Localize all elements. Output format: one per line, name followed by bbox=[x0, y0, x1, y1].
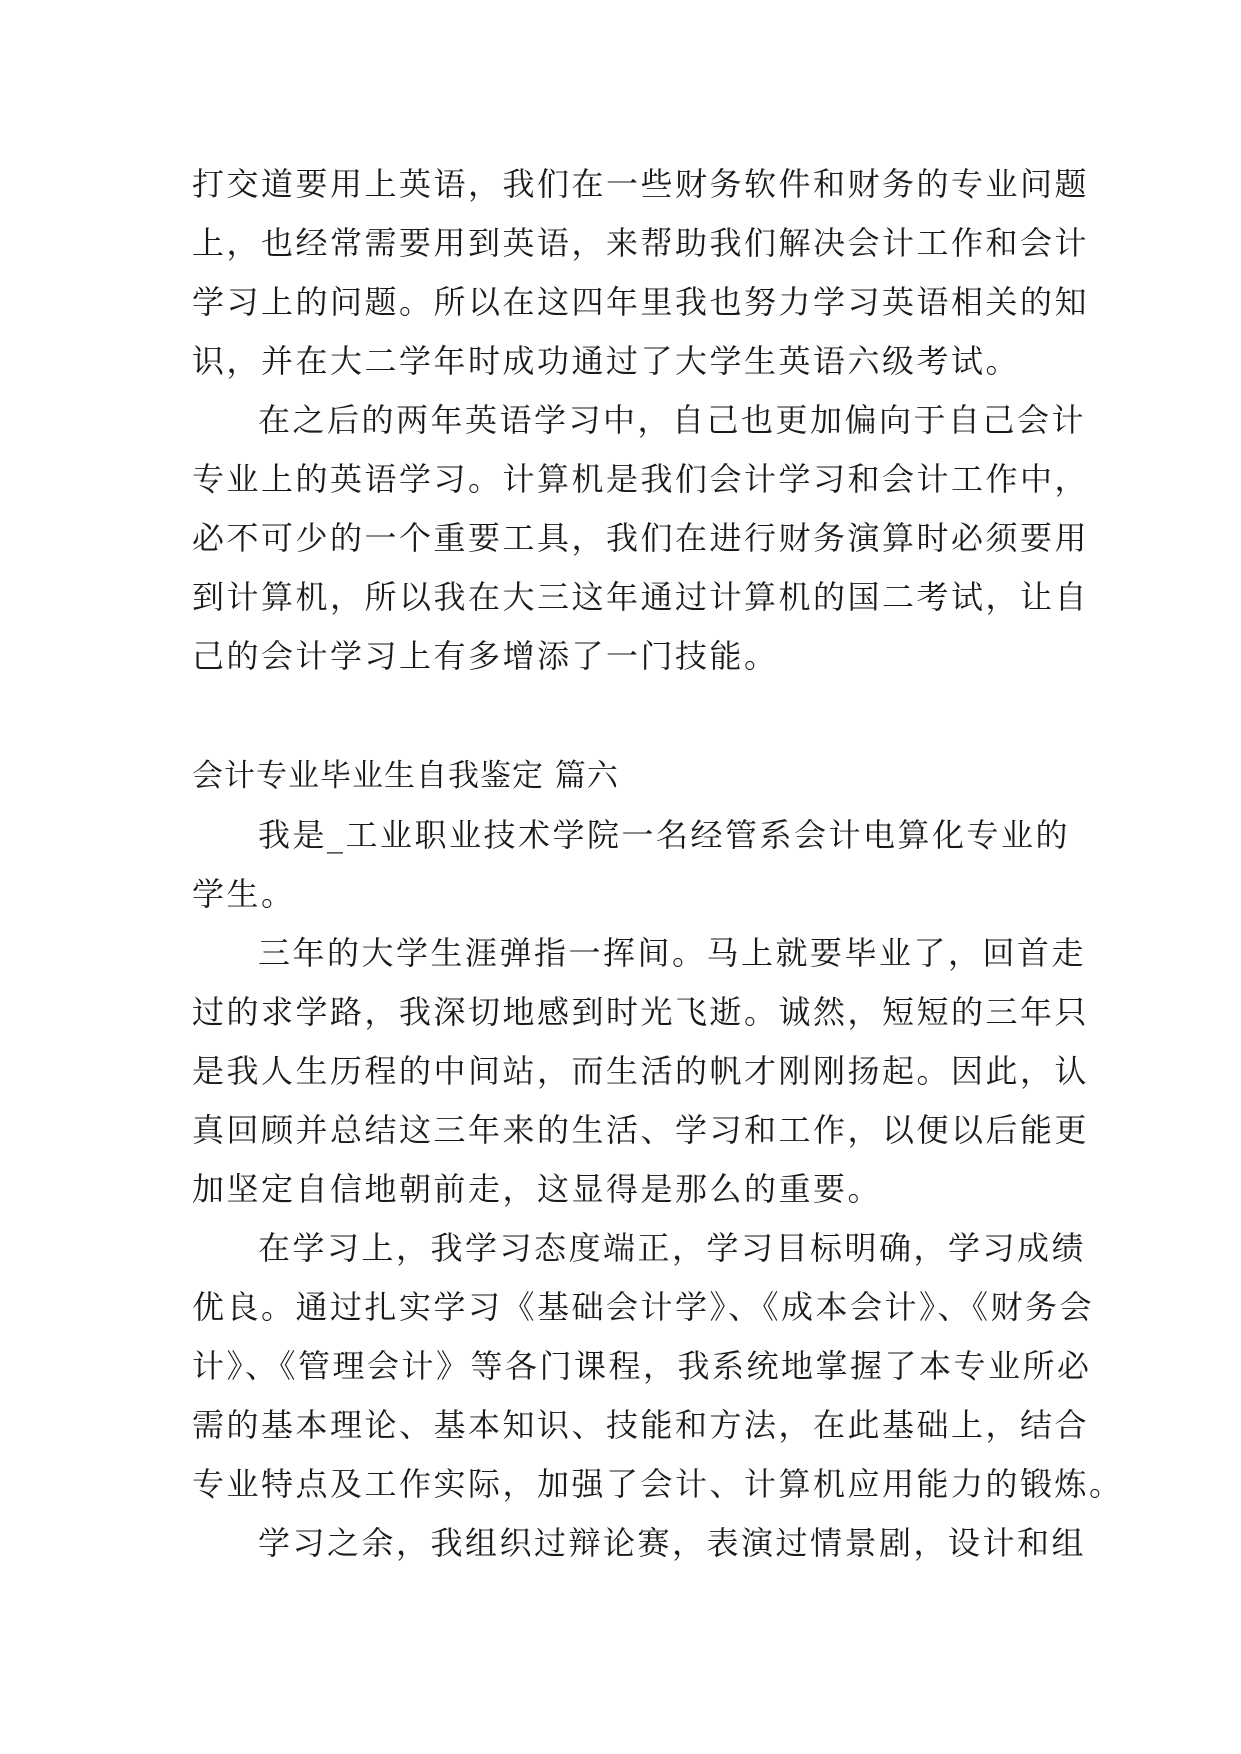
paragraph-line: 三年的大学生涯弹指一挥间。马上就要毕业了，回首走 bbox=[258, 934, 1087, 972]
paragraph-line: 在学习上，我学习态度端正，学习目标明确，学习成绩 bbox=[258, 1229, 1087, 1267]
paragraph-line: 打交道要用上英语，我们在一些财务软件和财务的专业问题 bbox=[192, 165, 1090, 203]
paragraph-line: 是我人生历程的中间站，而生活的帆才刚刚扬起。因此，认 bbox=[192, 1052, 1090, 1090]
paragraph-line: 过的求学路，我深切地感到时光飞逝。诚然，短短的三年只 bbox=[192, 993, 1090, 1031]
paragraph-line: 专业上的英语学习。计算机是我们会计学习和会计工作中， bbox=[192, 460, 1090, 498]
paragraph-line: 专业特点及工作实际，加强了会计、计算机应用能力的锻炼。 bbox=[192, 1465, 1124, 1503]
paragraph-line: 上，也经常需要用到英语，来帮助我们解决会计工作和会计 bbox=[192, 224, 1090, 262]
paragraph-line: 到计算机，所以我在大三这年通过计算机的国二考试，让自 bbox=[192, 578, 1090, 616]
paragraph-line: 学习之余，我组织过辩论赛，表演过情景剧，设计和组 bbox=[258, 1524, 1087, 1562]
paragraph-line: 己的会计学习上有多增添了一门技能。 bbox=[192, 637, 779, 675]
paragraph-line: 计》、《管理会计》等各门课程，我系统地掌握了本专业所必 bbox=[192, 1347, 1092, 1385]
section-spacer bbox=[192, 686, 1052, 747]
paragraph-line: 优良。通过扎实学习《基础会计学》、《成本会计》、《财务会 bbox=[192, 1288, 1095, 1326]
paragraph-line: 学生。 bbox=[192, 875, 296, 913]
paragraph-line: 我是_工业职业技术学院一名经管系会计电算化专业的 bbox=[258, 816, 1071, 854]
paragraph-line: 必不可少的一个重要工具，我们在进行财务演算时必须要用 bbox=[192, 519, 1090, 557]
document-page bbox=[192, 155, 1124, 1573]
section-heading: 会计专业毕业生自我鉴定 篇六 bbox=[192, 758, 619, 794]
paragraph-line: 加坚定自信地朝前走，这显得是那么的重要。 bbox=[192, 1170, 883, 1208]
paragraph-line: 需的基本理论、基本知识、技能和方法，在此基础上，结合 bbox=[192, 1406, 1090, 1444]
paragraph-line: 识，并在大二学年时成功通过了大学生英语六级考试。 bbox=[192, 342, 1021, 380]
paragraph-line: 在之后的两年英语学习中，自己也更加偏向于自己会计 bbox=[258, 401, 1087, 439]
paragraph-line: 真回顾并总结这三年来的生活、学习和工作，以便以后能更 bbox=[192, 1111, 1090, 1149]
paragraph-line: 学习上的问题。所以在这四年里我也努力学习英语相关的知 bbox=[192, 283, 1090, 321]
